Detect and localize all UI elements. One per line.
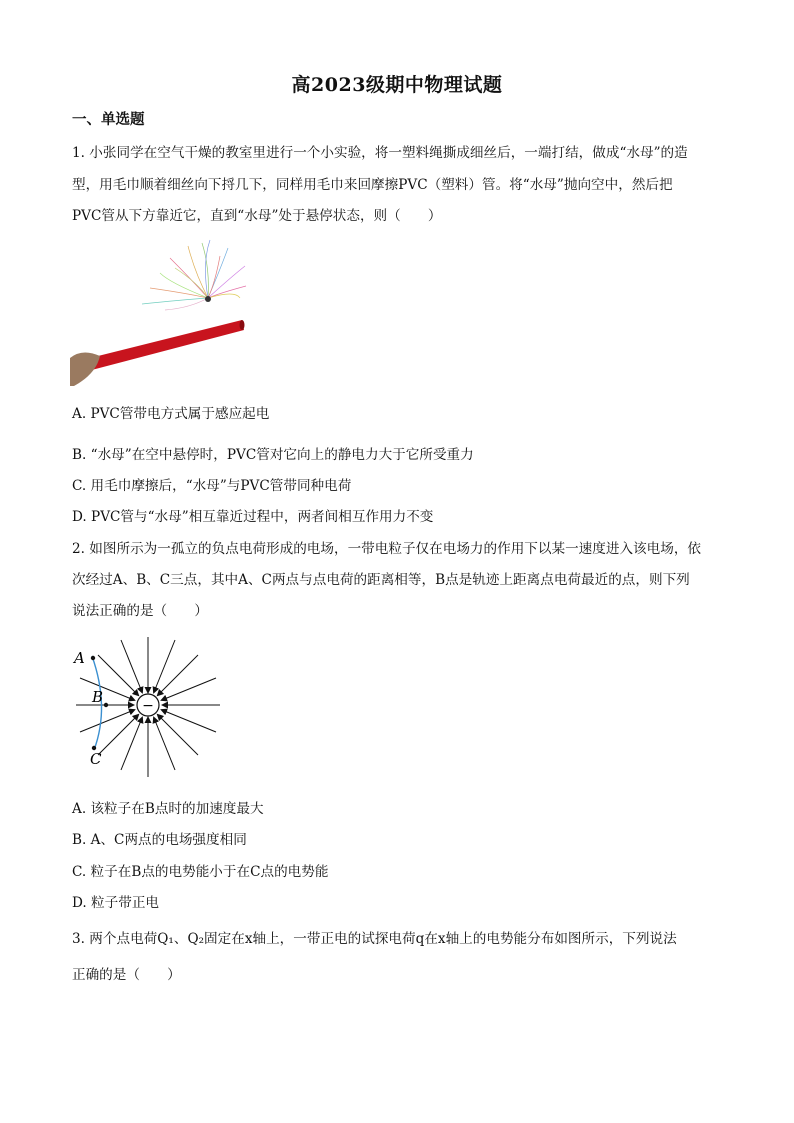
q3-text-line-2: 正确的是（ ） bbox=[72, 967, 181, 983]
label-c: C bbox=[90, 750, 102, 768]
q1-option-d: D. PVC管与“水母”相互靠近过程中，两者间相互作用力不变 bbox=[72, 509, 434, 525]
q2-option-b: B. A、C两点的电场强度相同 bbox=[72, 832, 247, 848]
q2-text-line-3: 说法正确的是（ ） bbox=[72, 603, 208, 619]
q2-electric-field-figure bbox=[68, 632, 228, 782]
q3-text-line-1: 3. 两个点电荷Q₁、Q₂固定在x轴上，一带正电的试探电荷q在x轴上的电势能分布如图所示，下列说法 bbox=[72, 931, 677, 947]
q1-option-b: B. “水母”在空中悬停时，PVC管对它向上的静电力大于它所受重力 bbox=[72, 447, 474, 463]
q1-text-line-1: 1. 小张同学在空气干燥的教室里进行一个小实验，将一塑料绳撕成细丝后，一端打结，做成“水母”的造 bbox=[72, 145, 688, 161]
label-b: B bbox=[92, 688, 104, 706]
section-heading: 一、单选题 bbox=[72, 111, 145, 128]
pvc-pipe bbox=[82, 320, 244, 372]
q2-option-c: C. 粒子在B点的电势能小于在C点的电势能 bbox=[72, 864, 329, 880]
q1-option-a: A. PVC管带电方式属于感应起电 bbox=[72, 406, 270, 422]
jellyfish-knot bbox=[205, 296, 211, 302]
charge-sign: − bbox=[142, 698, 154, 714]
q2-option-a: A. 该粒子在B点时的加速度最大 bbox=[72, 801, 264, 817]
point-a bbox=[91, 656, 95, 660]
hand bbox=[70, 352, 100, 386]
label-a: A bbox=[74, 649, 85, 667]
q1-text-line-2: 型，用毛巾顺着细丝向下捋几下，同样用毛巾来回摩擦PVC（塑料）管。将“水母”抛向空中，然后把 bbox=[72, 177, 673, 193]
q1-text-line-3: PVC管从下方靠近它，直到“水母”处于悬停状态，则（ ） bbox=[72, 208, 442, 224]
page-title: 高2023级期中物理试题 bbox=[291, 74, 503, 96]
jellyfish-strands bbox=[142, 240, 246, 310]
point-b bbox=[104, 703, 108, 707]
q2-text-line-2: 次经过A、B、C三点，其中A、C两点与点电荷的距离相等，B点是轨迹上距离点电荷最近的点，则下列 bbox=[72, 572, 690, 588]
q1-option-c: C. 用毛巾摩擦后，“水母”与PVC管带同种电荷 bbox=[72, 478, 352, 494]
q1-jellyfish-figure bbox=[70, 238, 250, 388]
q2-text-line-1: 2. 如图所示为一孤立的负点电荷形成的电场，一带电粒子仅在电场力的作用下以某一速度进入该电场，依 bbox=[72, 541, 702, 557]
q2-option-d: D. 粒子带正电 bbox=[72, 895, 160, 911]
